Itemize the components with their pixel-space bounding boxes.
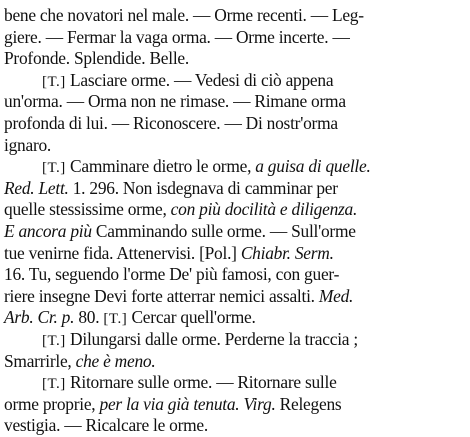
text-segment: un'orma. — Orma non ne rimase. — Rimane orma: [4, 91, 346, 112]
text-segment: vestigia. — Ricalcare le orme.: [4, 415, 208, 436]
text-line: [4, 264, 466, 286]
text-segment: tue venirne fida. Attenervisi. [Pol.]: [4, 242, 241, 263]
text-line: [4, 70, 466, 92]
italic-citation: che è meno.: [75, 350, 156, 371]
text-segment: bene che novatori nel male. — Orme recenti. — Leg-: [4, 5, 364, 25]
text-segment: orme proprie,: [4, 393, 100, 414]
text-line: [4, 178, 466, 200]
text-line: [4, 329, 466, 351]
text-line: [4, 351, 466, 373]
text-line-content: [4, 243, 334, 265]
text-line-content: [4, 178, 338, 200]
text-line-content: [42, 329, 358, 353]
text-segment: Cercar quell'orme.: [131, 307, 256, 328]
text-line-content: [4, 415, 208, 437]
text-line-content: [4, 264, 339, 286]
text-line-content: [4, 394, 341, 416]
text-segment: Ritornare sulle orme. — Ritornare sulle: [70, 372, 337, 393]
text-line-content: [4, 48, 189, 70]
text-line: [4, 48, 466, 70]
source-tag: [T.]: [42, 332, 71, 349]
text-segment: Dilungarsi dalle orme. Perderne la traccia ;: [70, 328, 358, 349]
source-tag: [T.]: [103, 311, 132, 328]
text-line: [4, 243, 466, 265]
text-line-content: [4, 27, 350, 49]
source-tag: [T.]: [42, 376, 71, 393]
italic-citation: Red. Lett.: [4, 177, 69, 198]
italic-citation: con più docilità e diligenza.: [170, 199, 358, 220]
text-line: [4, 91, 466, 113]
dictionary-entry-text: [4, 5, 466, 437]
text-line-content: [42, 70, 333, 94]
text-line-content: [4, 221, 356, 243]
italic-citation: E ancora più: [4, 220, 92, 241]
text-line: [4, 199, 466, 221]
italic-citation: a guisa di quelle.: [255, 156, 371, 177]
text-segment: Profonde. Splendide. Belle.: [4, 48, 189, 69]
text-segment: ignaro.: [4, 134, 52, 155]
text-segment: Relegens: [275, 393, 342, 414]
text-line: [4, 135, 466, 157]
text-segment: quelle stessissime orme,: [4, 199, 171, 220]
text-line: [4, 415, 466, 437]
text-segment: profonda di lui. — Riconoscere. — Di nostr'orma: [4, 112, 338, 133]
text-segment: 16. Tu, seguendo l'orme De' più famosi, con guer-: [4, 264, 340, 285]
text-segment: 80.: [74, 307, 104, 328]
italic-citation: Med.: [318, 285, 354, 306]
text-segment: Lasciare orme. — Vedesi di ciò appena: [70, 69, 334, 90]
text-segment: giere. — Fermar la vaga orma. — Orme incerte. —: [4, 26, 350, 47]
text-line-content: [4, 113, 338, 135]
text-line: [4, 113, 466, 135]
text-line-content: [4, 135, 51, 157]
text-line-content: [4, 5, 364, 27]
text-segment: 1. 296. Non isdegnava di camminar per: [68, 177, 338, 198]
source-tag: [T.]: [42, 160, 71, 177]
text-line: [4, 156, 466, 178]
text-segment: riere insegne Devi forte atterrar nemici assalti.: [4, 285, 319, 306]
text-line-content: [4, 91, 346, 113]
text-segment: Smarrirle,: [4, 350, 76, 371]
text-line-content: [42, 372, 337, 396]
text-line: [4, 5, 466, 27]
text-line-content: [4, 351, 155, 373]
text-line: [4, 394, 466, 416]
text-line: [4, 221, 466, 243]
italic-citation: Arb. Cr. p.: [4, 307, 75, 328]
italic-citation: Chiabr. Serm.: [240, 242, 334, 263]
text-line: [4, 372, 466, 394]
text-segment: Camminare dietro le orme,: [70, 156, 256, 177]
text-line: [4, 27, 466, 49]
text-line-content: [4, 199, 357, 221]
source-tag: [T.]: [42, 73, 71, 90]
italic-citation: per la via già tenuta. Virg.: [99, 393, 276, 414]
text-line: [4, 286, 466, 308]
text-line-content: [4, 307, 256, 331]
text-segment: Camminando sulle orme. — Sull'orme: [91, 220, 356, 241]
text-line: [4, 307, 466, 329]
text-line-content: [4, 286, 353, 308]
text-line-content: [42, 156, 371, 180]
